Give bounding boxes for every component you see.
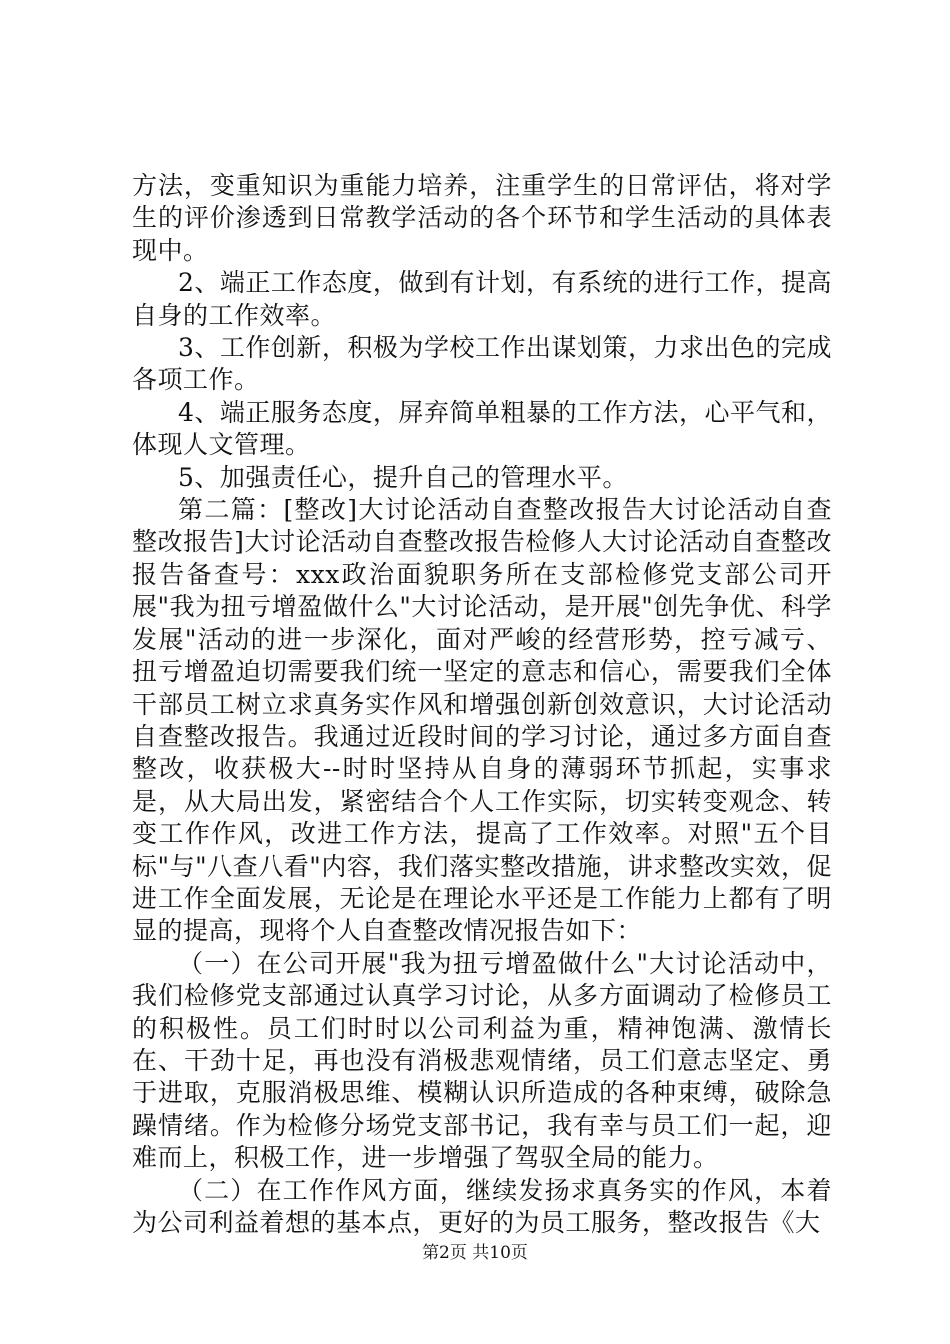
document-body [132,170,832,1239]
paragraph-6: 第二篇：[整改]大讨论活动自查整改报告大讨论活动自查整改报告]大讨论活动自查整改报告检修人大讨论活动自查整改报告备查号：xxx政治面貌职务所在支部检修党支部公司开展"我为扭亏增盈做什么"大讨论活动，是开展"创先争优、科学发展"活动的进一步深化，面对严峻的经营形势，控亏减亏、扭亏增盈迫切需要我们统一坚定的意志和信心，需要我们全体干部员工树立求真务实作风和增强创新创效意识，大讨论活动自查整改报告。我通过近段时间的学习讨论，通过多方面自查整改，收获极大--时时坚持从自身的薄弱环节抓起，实事求是，从大局出发，紧密结合个人工作实际，切实转变观念、转变工作作风，改进工作方法，提高了工作效率。对照"五个目标"与"八查八看"内容，我们落实整改措施，讲求整改实效，促进工作全面发展，无论是在理论水平还是工作能力上都有了明显的提高，现将个人自查整改情况报告如下： [132,495,832,946]
paragraph-7: （一）在公司开展"我为扭亏增盈做什么"大讨论活动中，我们检修党支部通过认真学习讨论，从多方面调动了检修员工的积极性。员工们时时以公司利益为重，精神饱满、激情长在、干劲十足，再也没有消极悲观情绪，员工们意志坚定、勇于进取，克服消极思维、模糊认识所造成的各种束缚，破除急躁情绪。作为检修分场党支部书记，我有幸与员工们一起，迎难而上，积极工作，进一步增强了驾驭全局的能力。 [132,948,832,1173]
paragraph-1: 方法，变重知识为重能力培养，注重学生的日常评估，将对学生的评价渗透到日常教学活动的各个环节和学生活动的具体表现中。 [132,171,832,265]
paragraph-2: 2、端正工作态度，做到有计划，有系统的进行工作，提高自身的工作效率。 [132,268,832,330]
paragraph-4: 4、端正服务态度，屏弃简单粗暴的工作方法，心平气和，体现人文管理。 [132,397,832,460]
page-footer: 第2页 共10页 [422,1243,528,1263]
paragraph-3: 3、工作创新，积极为学校工作出谋划策，力求出色的完成各项工作。 [132,333,832,395]
paragraph-8: （二）在工作作风方面，继续发扬求真务实的作风，本着为公司利益着想的基本点，更好的为员工服务，整改报告《大 [132,1175,832,1237]
paragraph-5: 5、加强责任心，提升自己的管理水平。 [178,462,628,492]
